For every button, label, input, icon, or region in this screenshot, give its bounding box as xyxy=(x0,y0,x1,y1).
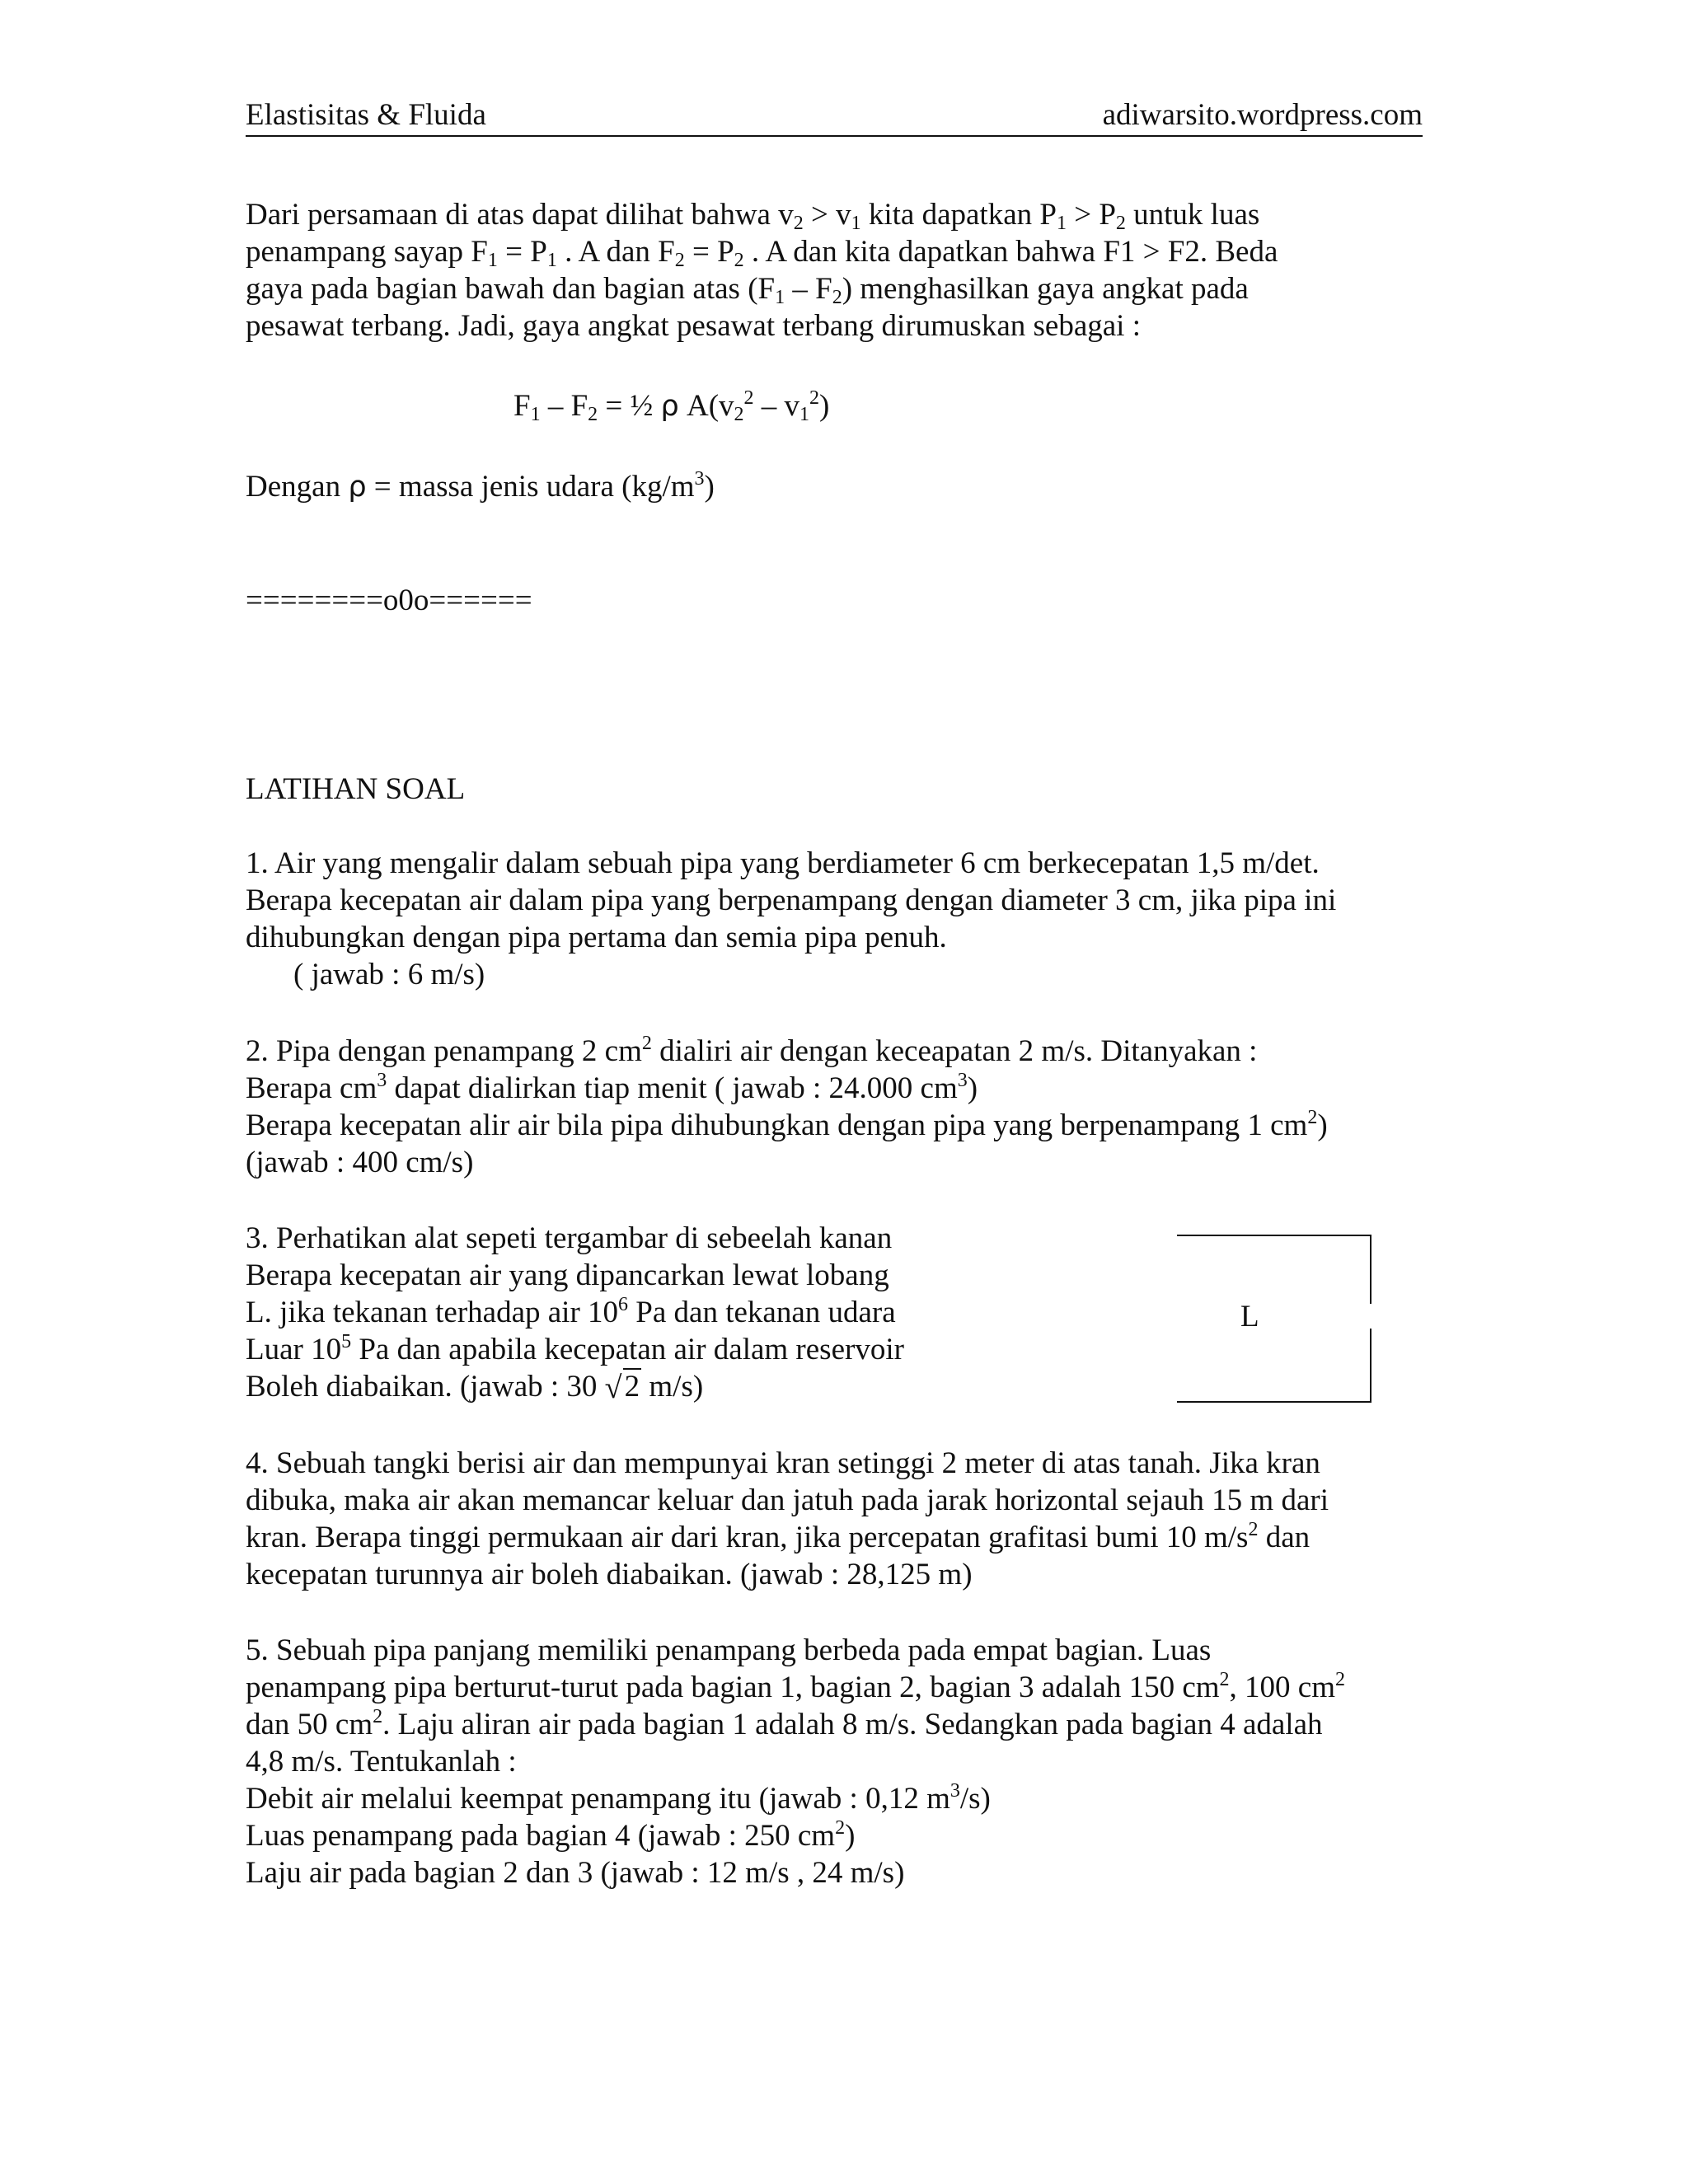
q3-line: Berapa kecepatan air yang dipancarkan lewat lobang xyxy=(246,1258,889,1292)
section-separator: ========o0o====== xyxy=(246,583,532,617)
intro-paragraph xyxy=(246,196,1432,344)
exercise-title: LATIHAN SOAL xyxy=(246,772,466,806)
question-1 xyxy=(246,845,1432,993)
question-4 xyxy=(246,1445,1432,1593)
question-3 xyxy=(246,1220,987,1405)
q5-line: 5. Sebuah pipa panjang memiliki penampang berbeda pada empat bagian. Luas xyxy=(246,1633,1212,1667)
q4-line: kran. Berapa tinggi permukaan air dari kran, jika percepatan grafitasi bumi 10 $m/s^2$ dan xyxy=(246,1519,1311,1554)
q1-answer: ( jawab : 6 m/s) xyxy=(293,958,485,991)
diagram-bottom-edge xyxy=(1177,1401,1372,1403)
q4-line: 4. Sebuah tangki berisi air dan mempunyai kran setinggi 2 meter di atas tanah. Jika kran xyxy=(246,1446,1320,1480)
question-5 xyxy=(246,1632,1432,1891)
q3-line: Luar $10^5$ Pa dan apabila kecepatan air dalam reservoir xyxy=(246,1331,904,1366)
q3-line: L. jika tekanan terhadap air $10^6$ Pa dan tekanan udara xyxy=(246,1294,896,1329)
page-header xyxy=(246,97,1423,137)
q5-answer: Debit air melalui keempat penampang itu (jawab : 0,12 $m^3/s$) xyxy=(246,1780,991,1816)
q2-line: 2. Pipa dengan penampang 2 $cm^2$ dialiri air dengan keceapatan 2 m/s. Ditanyakan : xyxy=(246,1033,1258,1068)
square-root-symbol: √ 2 xyxy=(604,1370,640,1405)
question-2 xyxy=(246,1033,1432,1181)
q2-answer: (jawab : 400 cm/s) xyxy=(246,1146,474,1179)
q4-answer: kecepatan turunnya air boleh diabaikan. (jawab : 28,125 m) xyxy=(246,1558,973,1591)
header-title: Elastisitas & Fluida xyxy=(246,98,486,132)
diagram-top-edge xyxy=(1177,1235,1372,1236)
q5-line: dan 50 $cm^2$. Laju aliran air pada bagian 1 adalah 8 m/s. Sedangkan pada bagian 4 adalah xyxy=(246,1706,1323,1741)
q4-line: dibuka, maka air akan memancar keluar dan jatuh pada jarak horizontal sejauh 15 m dari xyxy=(246,1483,1329,1517)
q2-line: Berapa kecepatan alir air bila pipa dihubungkan dengan pipa yang berpenampang 1 $cm^2$) xyxy=(246,1107,1328,1142)
intro-line-2: penampang sayap $F_1 = P_1$ . A dan $F_2 = P_2$ . A dan kita dapatkan bahwa F1 > F2. Beda xyxy=(246,235,1278,271)
q1-line: dihubungkan dengan pipa pertama dan semia pipa penuh. xyxy=(246,921,947,954)
intro-line-3: gaya pada bagian bawah dan bagian atas $(F_1 - F_2)$ menghasilkan gaya angkat pada xyxy=(246,272,1249,308)
intro-line-1: Dari persamaan di atas dapat dilihat bahwa $v_2 > v_1$ kita dapatkan $P_1 > P_2$ untuk luas xyxy=(246,198,1260,234)
q5-line: penampang pipa berturut-turut pada bagian 1, bagian 2, bagian 3 adalah 150 $cm^2$, 100 $cm^2$ xyxy=(246,1669,1345,1704)
q1-line: 1. Air yang mengalir dalam sebuah pipa yang berdiameter 6 cm berkecepatan 1,5 m/det. xyxy=(246,846,1320,880)
q2-line: Berapa $cm^3$ dapat dialirkan tiap menit ( jawab : 24.000 $cm^3$) xyxy=(246,1070,978,1105)
lift-formula: $F_1 - F_2$ = ½ ρ $A(v_2^2 - v_1^2)$ xyxy=(513,387,830,425)
q1-line: Berapa kecepatan air dalam pipa yang berpenampang dengan diameter 3 cm, jika pipa ini xyxy=(246,883,1337,917)
diagram-hole-label: L xyxy=(1240,1300,1259,1333)
q5-answer: Laju air pada bagian 2 dan 3 (jawab : 12 m/s , 24 m/s) xyxy=(246,1856,905,1890)
diagram-right-lower-edge xyxy=(1370,1329,1372,1403)
q3-answer: Boleh diabaikan. (jawab : 30 √ 2 m/s) xyxy=(246,1370,704,1405)
header-website: adiwarsito.wordpress.com xyxy=(1102,98,1423,132)
q3-line: 3. Perhatikan alat sepeti tergambar di sebeelah kanan xyxy=(246,1221,893,1255)
intro-line-4: pesawat terbang. Jadi, gaya angkat pesawat terbang dirumuskan sebagai : xyxy=(246,309,1141,343)
q5-line: 4,8 m/s. Tentukanlah : xyxy=(246,1745,517,1779)
density-definition: Dengan ρ = massa jenis udara $(kg/m^3)$ xyxy=(246,468,715,504)
diagram-right-upper-edge xyxy=(1370,1235,1372,1304)
q5-answer: Luas penampang pada bagian 4 (jawab : 250 $cm^2$) xyxy=(246,1817,856,1853)
